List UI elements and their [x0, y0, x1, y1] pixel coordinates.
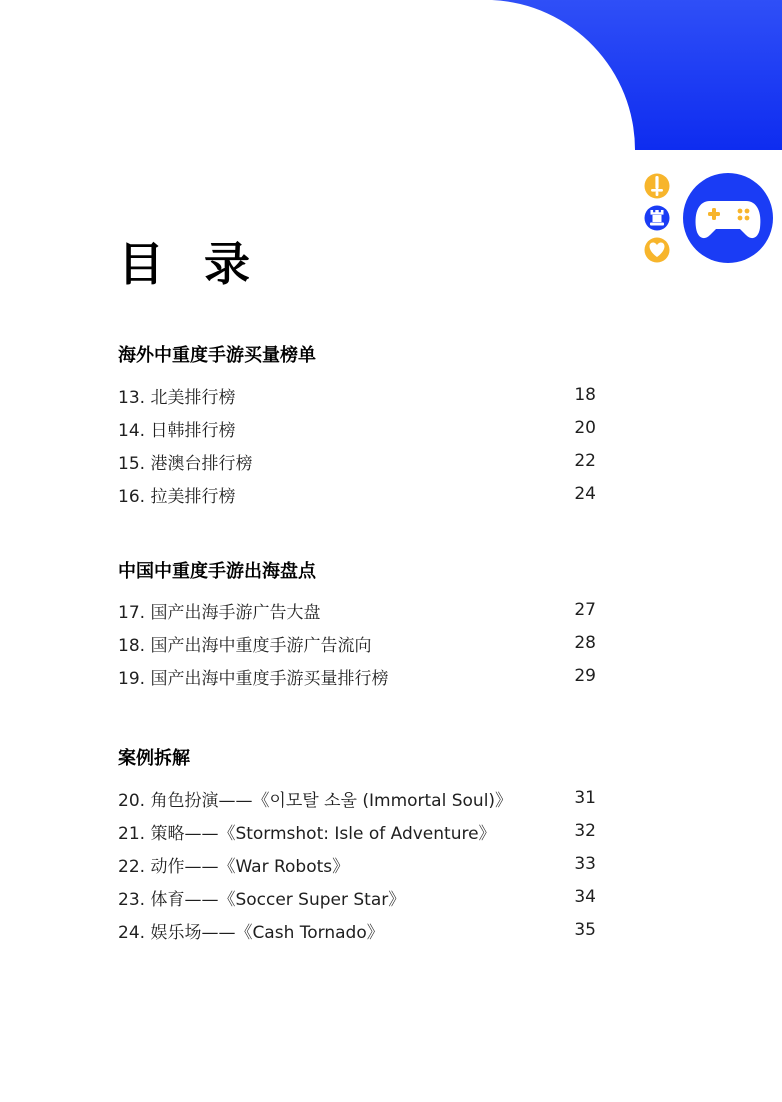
toc-item-label: 24. 娱乐场——《Cash Tornado》 — [118, 922, 384, 943]
gamepad-icon — [683, 173, 773, 263]
toc-item[interactable] — [118, 449, 596, 473]
toc-item[interactable] — [118, 482, 596, 506]
toc-item[interactable] — [118, 852, 596, 876]
toc-item[interactable] — [118, 786, 596, 810]
toc-item[interactable] — [118, 383, 596, 407]
toc-item-label: 19. 国产出海中重度手游买量排行榜 — [118, 668, 389, 689]
toc-item-page: 34 — [574, 887, 596, 907]
blue-arc-band — [492, 0, 782, 150]
toc-item[interactable] — [118, 885, 596, 909]
toc-item-page: 28 — [574, 633, 596, 653]
toc-item-page: 32 — [574, 821, 596, 841]
toc-item[interactable] — [118, 918, 596, 942]
toc-item-label: 15. 港澳台排行榜 — [118, 453, 253, 474]
toc-item[interactable] — [118, 664, 596, 688]
section-heading-overseas-rankings: 海外中重度手游买量榜单 — [118, 345, 316, 366]
toc-item-label: 23. 体育——《Soccer Super Star》 — [118, 889, 406, 910]
toc-item-label: 20. 角色扮演——《이모탈 소울 (Immortal Soul)》 — [118, 790, 513, 811]
toc-item[interactable] — [118, 631, 596, 655]
section-heading-china-overseas: 中国中重度手游出海盘点 — [118, 561, 316, 582]
toc-item-label: 16. 拉美排行榜 — [118, 486, 236, 507]
toc-item-page: 35 — [574, 920, 596, 940]
sword-icon — [645, 174, 670, 199]
toc-item-page: 22 — [574, 451, 596, 471]
toc-item-label: 17. 国产出海手游广告大盘 — [118, 602, 321, 623]
toc-item-label: 21. 策略——《Stormshot: Isle of Adventure》 — [118, 823, 496, 844]
toc-item-label: 18. 国产出海中重度手游广告流向 — [118, 635, 372, 656]
toc-item-label: 13. 北美排行榜 — [118, 387, 236, 408]
toc-item-page: 20 — [574, 418, 596, 438]
section-heading-case-studies: 案例拆解 — [118, 748, 190, 769]
toc-item[interactable] — [118, 819, 596, 843]
toc-item-label: 22. 动作——《War Robots》 — [118, 856, 350, 877]
toc-item-page: 33 — [574, 854, 596, 874]
toc-item-page: 31 — [574, 788, 596, 808]
toc-item[interactable] — [118, 598, 596, 622]
rook-icon — [645, 206, 670, 231]
toc-item-page: 29 — [574, 666, 596, 686]
toc-item-page: 27 — [574, 600, 596, 620]
toc-item[interactable] — [118, 416, 596, 440]
page-title: 目 录 — [118, 237, 263, 291]
toc-item-page: 24 — [574, 484, 596, 504]
toc-item-page: 18 — [574, 385, 596, 405]
toc-item-label: 14. 日韩排行榜 — [118, 420, 236, 441]
heart-icon — [645, 238, 670, 263]
